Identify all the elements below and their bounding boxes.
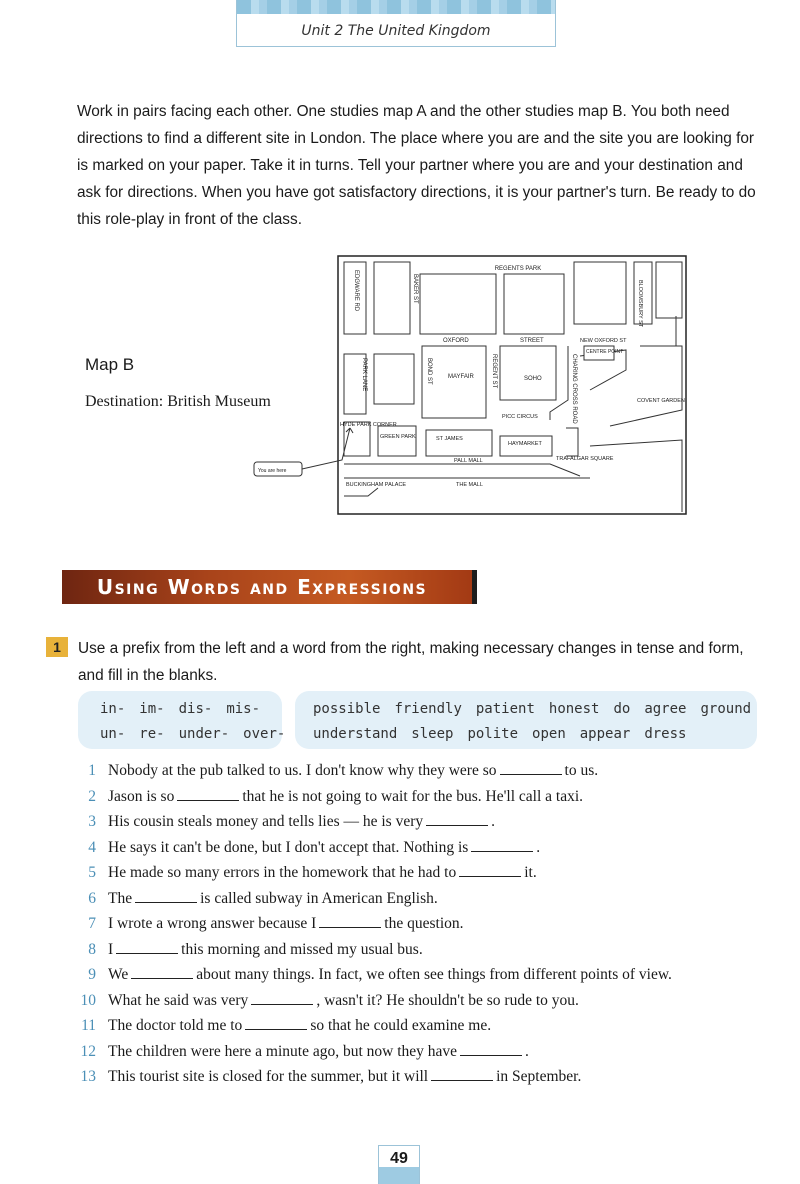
word-item: appear [579, 726, 631, 742]
sentence-number: 6 [88, 890, 96, 907]
sentence-number: 11 [81, 1017, 96, 1034]
sentence-text: it. [524, 864, 537, 881]
answer-blank[interactable] [426, 813, 488, 826]
map-text-edgware-rd: EDGWARE RD [353, 270, 359, 312]
prefix-item: under- [178, 726, 230, 742]
unit-title: Unit 2 The United Kingdom [301, 23, 491, 39]
map-text-bloomsbury-st: BLOOMSBURY ST [637, 280, 643, 328]
word-item: agree [644, 701, 687, 717]
exercise-instruction: Use a prefix from the left and a word from the right, making necessary changes in tense and form, and fill in the blanks. [78, 640, 744, 684]
answer-blank[interactable] [319, 915, 381, 928]
sentence-text: the question. [384, 915, 464, 932]
sentence-text: . [491, 813, 495, 830]
sentence-number: 8 [88, 941, 96, 958]
answer-blank[interactable] [471, 839, 533, 852]
prefix-row-2 [100, 726, 299, 742]
map-text-st-james: ST JAMES [436, 436, 463, 442]
word-item: polite [467, 726, 519, 742]
sentence-text: The [108, 890, 133, 907]
sentence-text: is called subway in American English. [200, 890, 438, 907]
exercise-number: 1 [46, 637, 68, 657]
word-item: ground [700, 701, 752, 717]
prefix-row-1 [100, 701, 274, 717]
word-item: honest [548, 701, 600, 717]
prefix-item: un- [100, 726, 126, 742]
word-item: do [613, 701, 631, 717]
sentence-text: . [536, 839, 541, 856]
sentence-text: I [108, 941, 114, 958]
map-destination: Destination: British Museum [85, 393, 271, 410]
sentence-number: 5 [88, 864, 96, 881]
map-text-the-mall: THE MALL [456, 482, 483, 488]
sentence-text: Nobody at the pub talked to us. I don't know why they were so [108, 762, 497, 779]
map-text-mayfair: MAYFAIR [448, 374, 474, 380]
sentence-text: He made so many errors in the homework that he had to [108, 864, 457, 881]
prefix-item: re- [139, 726, 165, 742]
section-banner [62, 570, 477, 604]
word-row-2 [313, 726, 700, 742]
sentence-number: 13 [80, 1068, 96, 1085]
word-row-1 [313, 701, 751, 717]
answer-blank[interactable] [459, 864, 521, 877]
map-text-park-lane: PARK LANE [361, 358, 367, 392]
map-text-centre-point: CENTRE POINT [586, 349, 624, 355]
answer-blank[interactable] [135, 890, 197, 903]
sentence-number: 9 [88, 966, 96, 983]
word-item: friendly [394, 701, 462, 717]
sentence-number: 1 [88, 762, 96, 779]
sentence-text: This tourist site is closed for the summer, but it will [108, 1068, 429, 1085]
sentence-text: We [108, 966, 129, 983]
sentence-text: The children were here a minute ago, but now they have [108, 1043, 458, 1060]
sentence-text: about many things. In fact, we often see things from different points of view. [196, 966, 672, 983]
sentence-number: 10 [80, 992, 96, 1009]
unit-header [236, 0, 556, 47]
section-title: Using Words and Expressions [96, 575, 428, 599]
prefix-box [78, 691, 286, 749]
sentence-text: that he is not going to wait for the bus. He'll call a taxi. [242, 788, 584, 805]
answer-blank[interactable] [251, 992, 313, 1005]
sentence-text: What he said was very [108, 992, 249, 1009]
sentence-number: 2 [88, 788, 96, 805]
map-text-new-oxford-st: NEW OXFORD ST [580, 338, 627, 344]
map-text-regent-st: REGENT ST [491, 354, 497, 389]
answer-blank[interactable] [500, 762, 562, 775]
word-item: possible [313, 701, 381, 717]
map-text-picc-circus: PICC CIRCUS [502, 414, 538, 420]
word-item: understand [313, 726, 398, 742]
answer-blank[interactable] [245, 1017, 307, 1030]
map-text-oxford: OXFORD [443, 338, 469, 344]
word-box [295, 691, 757, 749]
map-text-trafalgar-square: TRAFALGAR SQUARE [556, 456, 614, 462]
page-number-text: 49 [390, 1150, 408, 1167]
map-text-haymarket: HAYMARKET [508, 441, 542, 447]
sentence-text: , wasn't it? He shouldn't be so rude to you. [316, 992, 579, 1009]
page-number [378, 1145, 420, 1184]
sentence-text: to us. [564, 762, 599, 779]
sentence-number: 4 [88, 839, 96, 856]
sentence-number: 7 [88, 915, 96, 932]
sentence-text: Jason is so [108, 788, 175, 805]
map-text-regents-park: REGENTS PARK [494, 266, 542, 272]
word-item: dress [644, 726, 687, 742]
sentence-text: He says it can't be done, but I don't accept that. Nothing is [108, 839, 469, 856]
sentence-number: 3 [88, 813, 96, 830]
prefix-item: over- [243, 726, 286, 742]
prefix-item: dis- [178, 701, 213, 717]
sentence-text: I wrote a wrong answer because I [108, 915, 317, 932]
map-label: Map B [85, 355, 135, 374]
answer-blank[interactable] [431, 1068, 493, 1081]
map-text-charing-cross-road: CHARING CROSS ROAD [571, 354, 577, 424]
map-text-pall-mall: PALL MALL [454, 458, 483, 464]
prefix-item: in- [100, 701, 126, 717]
map-text-bond-st: BOND ST [426, 358, 432, 385]
sentence-text: so that he could examine me. [310, 1017, 492, 1034]
word-item: sleep [411, 726, 454, 742]
sentence-text: The doctor told me to [108, 1017, 243, 1034]
map-text-hyde-park-corner: HYDE PARK CORNER [340, 422, 397, 428]
header-decoration [237, 0, 555, 14]
map-text-soho: SOHO [524, 376, 542, 382]
london-street-map [250, 250, 690, 520]
word-item: patient [475, 701, 535, 717]
map-text-you-are-here: You are here [258, 468, 287, 474]
answer-blank[interactable] [116, 941, 178, 954]
instructions-paragraph: Work in pairs facing each other. One studies map A and the other studies map B. You both need directions to find a different site in London. The place where you are and the site you are looking for is marked on your paper. Take it in turns. Tell your partner where you are and your destination and ask for directions. When you have got satisfactory directions, it is your partner's turn. Be ready to do this role-play in front of the class. [77, 103, 756, 228]
sentence-text: His cousin steals money and tells lies — he is very [108, 813, 424, 830]
word-item: open [532, 726, 566, 742]
answer-blank[interactable] [131, 966, 193, 979]
sentence-number: 12 [80, 1043, 96, 1060]
sentence-text: . [525, 1043, 529, 1060]
prefix-item: im- [139, 701, 165, 717]
map-text-street: STREET [520, 338, 544, 344]
map-text-buckingham-palace: BUCKINGHAM PALACE [346, 482, 407, 488]
sentence-text: this morning and missed my usual bus. [181, 941, 423, 958]
sentence-text: in September. [496, 1068, 582, 1085]
map-text-green-park: GREEN PARK [380, 434, 416, 440]
answer-blank[interactable] [460, 1043, 522, 1056]
map-text-covent-garden: COVENT GARDEN [637, 398, 685, 404]
prefix-item: mis- [226, 701, 261, 717]
map-text-baker-st: BAKER ST [412, 274, 418, 304]
answer-blank[interactable] [177, 788, 239, 801]
